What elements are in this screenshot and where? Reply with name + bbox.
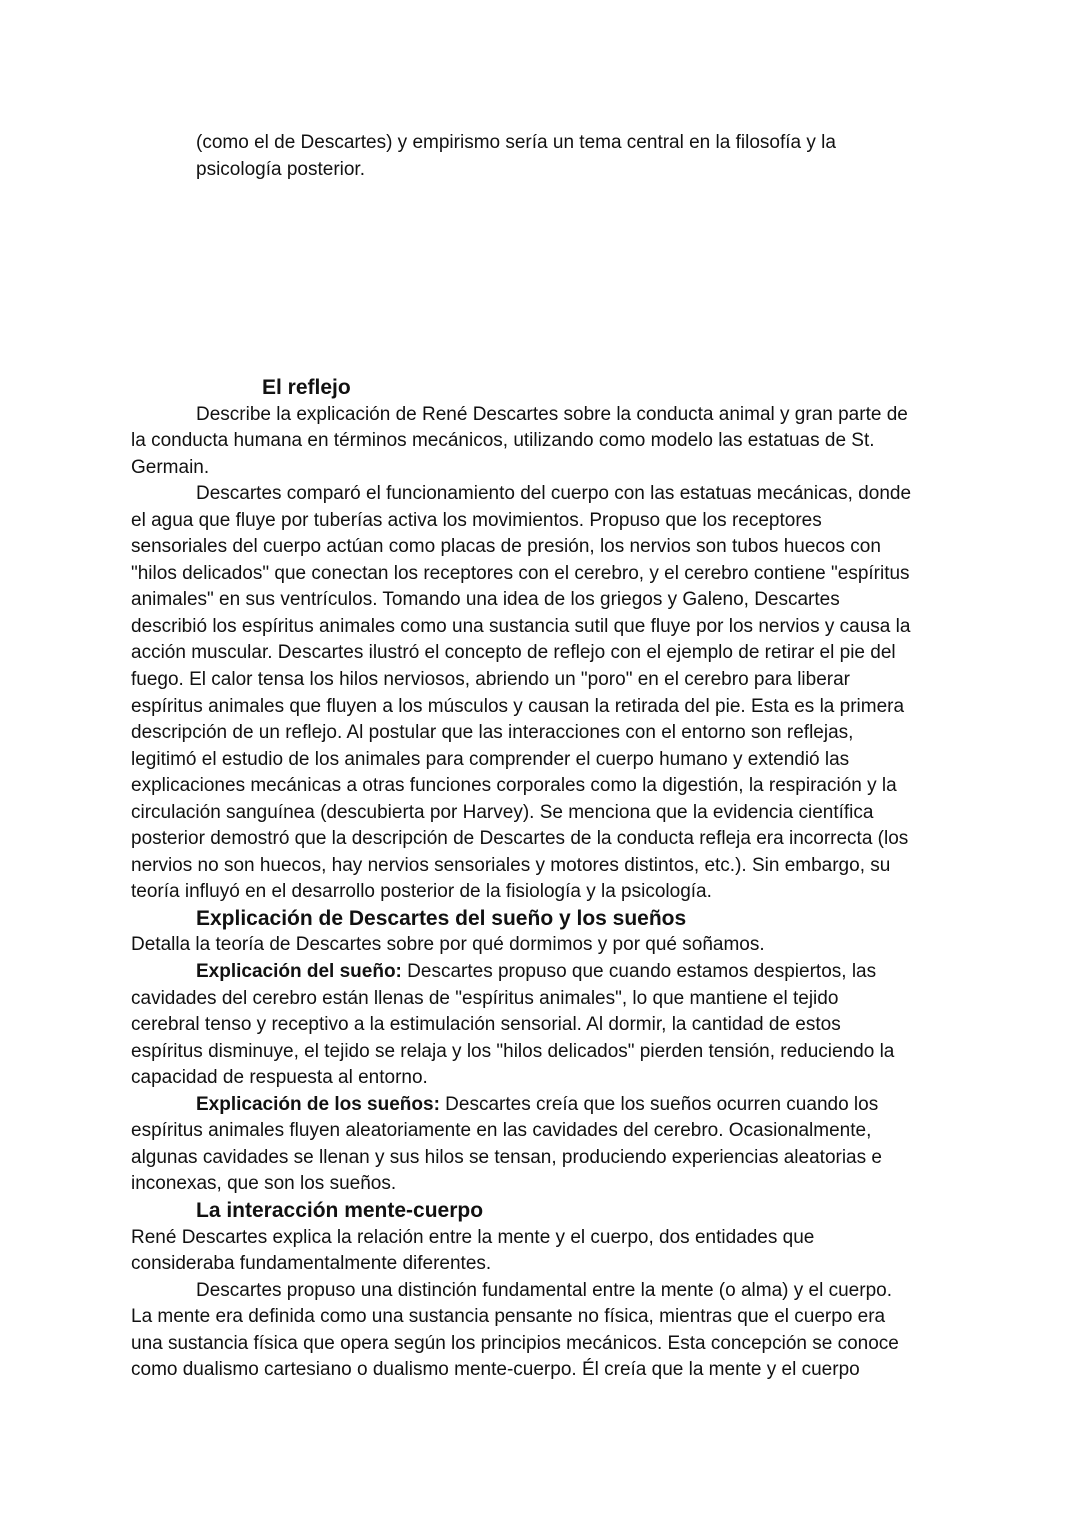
line-text: circulación sanguínea (descubierta por Harvey). Se menciona que la evidencia científica (131, 801, 874, 823)
line-text: Explicación de Descartes del sueño y los sueños (196, 906, 687, 930)
text-line (131, 1225, 911, 1252)
line-text: describió los espíritus animales como una sustancia sutil que fluye por los nervios y causa la (131, 615, 911, 637)
line-text: legitimó el estudio de los animales para comprender el cuerpo humano y extendió las (131, 748, 850, 770)
text-line (131, 1171, 911, 1198)
text-line (131, 1065, 911, 1092)
line-text: Descartes propuso una distinción fundamental entre la mente (o alma) y el cuerpo. (196, 1279, 892, 1301)
document-body (131, 375, 911, 1384)
section-heading (131, 906, 911, 933)
line-text: René Descartes explica la relación entre la mente y el cuerpo, dos entidades que (131, 1226, 815, 1248)
text-line (131, 1304, 911, 1331)
line-text: algunas cavidades se llenan y sus hilos se tensan, produciendo experiencias aleatorias e (131, 1146, 882, 1168)
line-text: psicología posterior. (196, 158, 365, 180)
line-text: cavidades del cerebro están llenas de "espíritus animales", lo que mantiene el tejido (131, 987, 839, 1009)
text-line (131, 561, 911, 588)
text-line (131, 508, 911, 535)
text-line (131, 428, 911, 455)
line-text: consideraba fundamentalmente diferentes. (131, 1253, 492, 1275)
text-line (131, 1012, 911, 1039)
line-text: nervios no son huecos, hay nervios sensoriales y motores distintos, etc.). Sin embargo, su (131, 854, 891, 876)
bold-lead-in: Explicación de los sueños: (196, 1093, 440, 1115)
text-line (131, 1039, 911, 1066)
text-line (131, 1118, 911, 1145)
text-line (131, 1278, 911, 1305)
text-line (131, 1145, 911, 1172)
line-text: explicaciones mecánicas a otras funciones corporales como la digestión, la respiración y la (131, 775, 897, 797)
text-line (131, 879, 911, 906)
text-line (131, 959, 911, 986)
text-line (131, 694, 911, 721)
line-text: una sustancia física que opera según los principios mecánicos. Esta concepción se conoce (131, 1332, 899, 1354)
line-text: animales" en sus ventrículos. Tomando una idea de los griegos y Galeno, Descartes (131, 589, 840, 611)
bold-lead-in: Explicación del sueño: (196, 961, 402, 983)
text-line (131, 130, 836, 157)
line-text: Germain. (131, 456, 210, 478)
text-line (131, 402, 911, 429)
text-line (131, 640, 911, 667)
line-text: La mente era definida como una sustancia pensante no física, mientras que el cuerpo era (131, 1306, 886, 1328)
line-text: El reflejo (262, 376, 351, 399)
line-text: acción muscular. Descartes ilustró el concepto de reflejo con el ejemplo de retirar el pie del (131, 642, 896, 664)
line-text: (como el de Descartes) y empirismo sería un tema central en la filosofía y la (196, 132, 836, 153)
line-text: inconexas, que son los sueños. (131, 1173, 397, 1195)
text-line (131, 1092, 911, 1119)
text-line (131, 587, 911, 614)
text-line (131, 481, 911, 508)
text-line (131, 1251, 911, 1278)
line-text: fuego. El calor tensa los hilos nerviosos, abriendo un "poro" en el cerebro para liberar (131, 669, 851, 691)
line-text: cerebral tenso y receptivo a la estimulación sensorial. Al dormir, la cantidad de estos (131, 1014, 841, 1036)
text-line (131, 667, 911, 694)
text-line (131, 720, 911, 747)
line-text: como dualismo cartesiano o dualismo mente-cuerpo. Él creía que la mente y el cuerpo (131, 1359, 860, 1381)
continued-paragraph (131, 130, 836, 183)
section-heading (131, 375, 911, 402)
line-text: capacidad de respuesta al entorno. (131, 1067, 428, 1089)
line-text: el agua que fluye por tuberías activa los movimientos. Propuso que los receptores (131, 509, 822, 531)
text-line (131, 534, 911, 561)
text-line (131, 157, 836, 184)
text-line (131, 773, 911, 800)
text-line (131, 932, 911, 959)
line-text: "hilos delicados" que conectan los receptores con el cerebro, y el cerebro contiene "espíritus (131, 562, 910, 584)
line-text: Descartes propuso que cuando estamos despiertos, las (401, 961, 877, 983)
text-line (131, 853, 911, 880)
line-text: posterior demostró que la descripción de Descartes de la conducta refleja era incorrecta (los (131, 828, 909, 850)
line-text: Descartes comparó el funcionamiento del cuerpo con las estatuas mecánicas, donde (196, 483, 912, 505)
line-text: espíritus disminuye, el tejido se relaja y los "hilos delicados" pierden tensión, reduciendo la (131, 1040, 895, 1062)
line-text: Detalla la teoría de Descartes sobre por qué dormimos y por qué soñamos. (131, 934, 765, 956)
line-text: Describe la explicación de René Descartes sobre la conducta animal y gran parte de (196, 403, 908, 425)
text-line (131, 455, 911, 482)
section-heading (131, 1198, 911, 1225)
text-line (131, 614, 911, 641)
text-line (131, 986, 911, 1013)
text-line (131, 1357, 911, 1384)
line-text: espíritus animales fluyen aleatoriamente en las cavidades del cerebro. Ocasionalmente, (131, 1120, 872, 1142)
line-text: espíritus animales que fluyen a los músculos y causan la retirada del pie. Esta es la primera (131, 695, 905, 717)
text-line (131, 826, 911, 853)
text-line (131, 800, 911, 827)
line-text: la conducta humana en términos mecánicos, utilizando como modelo las estatuas de St. (131, 430, 875, 452)
text-line (131, 747, 911, 774)
line-text: La interacción mente-cuerpo (196, 1198, 484, 1222)
line-text: teoría influyó en el desarrollo posterior de la fisiología y la psicología. (131, 881, 712, 903)
line-text: descripción de un reflejo. Al postular que las interacciones con el entorno son reflejas, (131, 722, 854, 744)
text-line (131, 1331, 911, 1358)
line-text: sensoriales del cuerpo actúan como placas de presión, los nervios son tubos huecos con (131, 536, 881, 558)
line-text: Descartes creía que los sueños ocurren cuando los (439, 1093, 879, 1115)
